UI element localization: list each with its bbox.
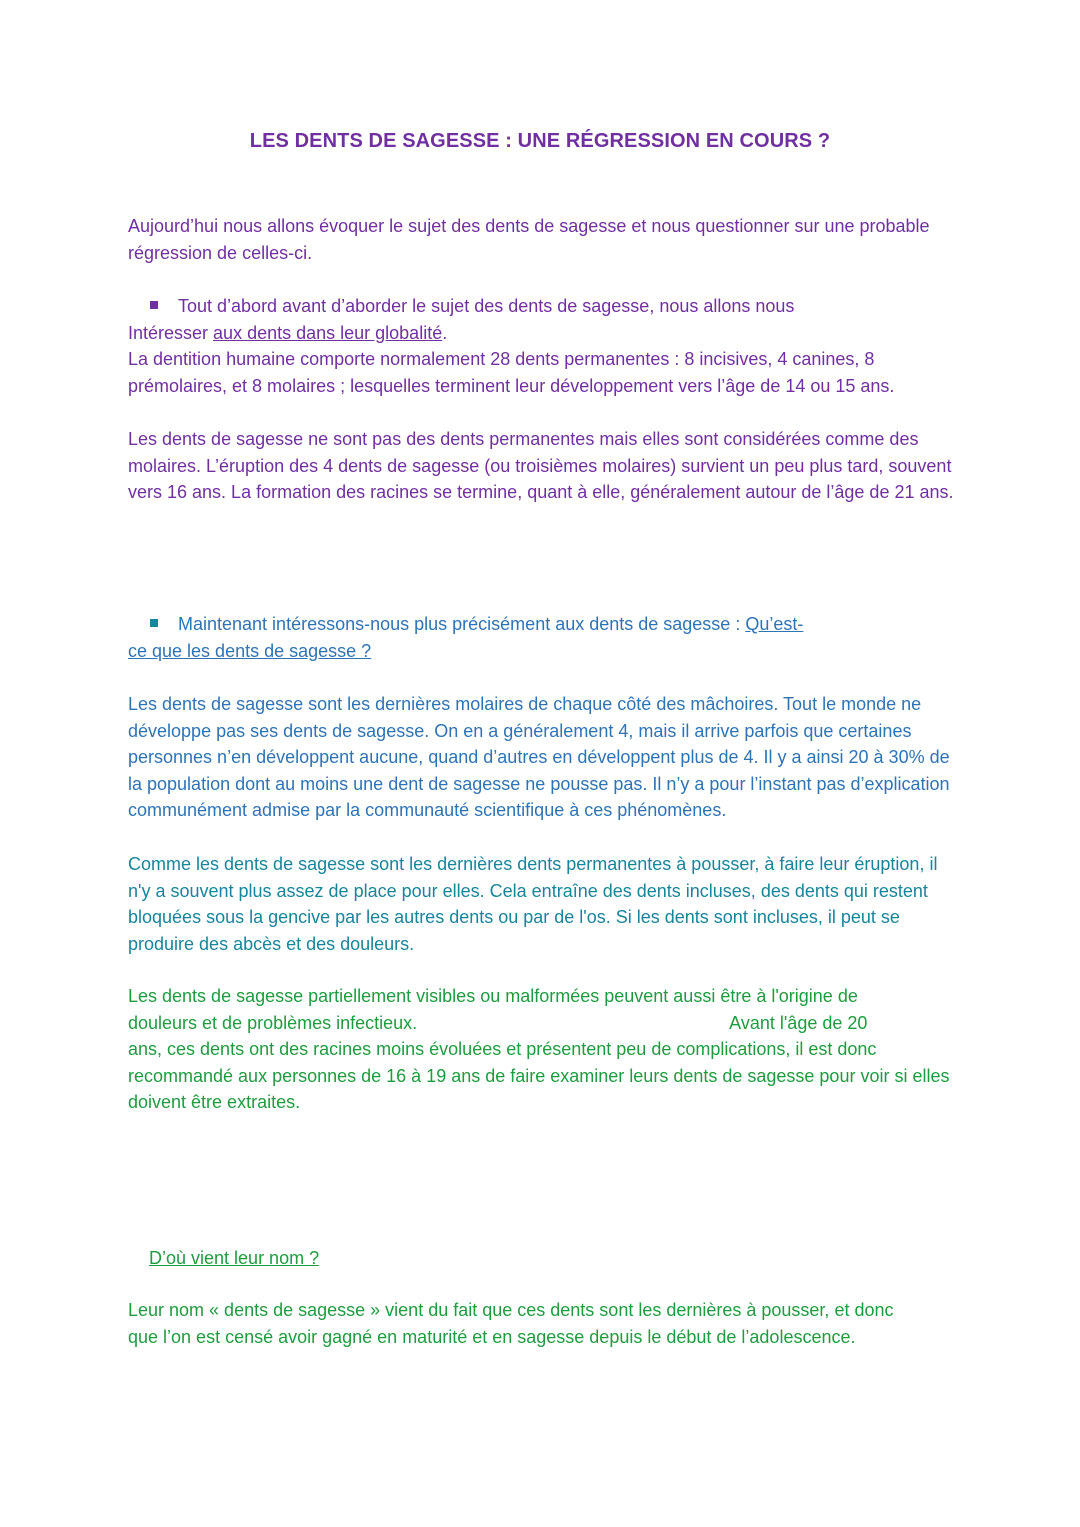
intro-paragraph: Aujourd’hui nous allons évoquer le sujet des dents de sagesse et nous questionner sur une probable régression de celles-ci.: [128, 216, 930, 263]
section3-line2a: douleurs et de problèmes infectieux.: [128, 1013, 418, 1033]
section1-line2: [128, 320, 447, 347]
section3-line2b: Avant l'âge de 20: [729, 1013, 868, 1033]
section1-bullet-line: [150, 293, 794, 320]
document-title: LES DENTS DE SAGESSE : UNE RÉGRESSION EN COURS ?: [249, 130, 831, 152]
square-bullet-icon: [150, 619, 158, 627]
quest-ce-link-part1[interactable]: Qu’est-: [745, 614, 804, 634]
sagesse-permanentes-paragraph: Les dents de sagesse ne sont pas des dents permanentes mais elles sont considérées comme des molaires. L’éruption des 4 dents de sagesse (ou troisièmes molaires) survient un peu plus tard, souvent vers 16 ans. La formation des racines se termine, quant à elle, généralement autour de l’âge de 21 ans.: [128, 429, 954, 502]
section3-line2: [128, 1010, 867, 1037]
section2-bullet-text: Maintenant intéressons-nous plus précisément aux dents de sagesse :: [178, 614, 746, 634]
section3-line1: Les dents de sagesse partiellement visibles ou malformées peuvent aussi être à l'origine de: [128, 986, 858, 1006]
dents-incluses-paragraph: Comme les dents de sagesse sont les dernières dents permanentes à pousser, à faire leur éruption, il n'y a souvent plus assez de place pour elles. Cela entraîne des dents incluses, des dents qui restent bloquées sous la gencive par les autres dents ou par de l'os. Si les dents sont incluses, il peut se produire des abcès et des douleurs.: [128, 854, 938, 954]
section3-rest-paragraph: ans, ces dents ont des racines moins évoluées et présentent peu de complications, il est donc recommandé aux personnes de 16 à 19 ans de faire examiner leurs dents de sagesse pour voir si elles doivent être extraites.: [128, 1039, 950, 1112]
section1-line2-prefix: Intéresser: [128, 323, 214, 343]
section1-line2-suffix: .: [442, 323, 448, 343]
square-bullet-icon: [150, 301, 158, 309]
nom-paragraph: Leur nom « dents de sagesse » vient du fait que ces dents sont les dernières à pousser, et donc que l’on est censé avoir gagné en maturité et en sagesse depuis le début de l’adolescence.: [128, 1300, 894, 1347]
quest-ce-link-part2[interactable]: ce que les dents de sagesse ?: [128, 641, 372, 661]
dentition-paragraph: La dentition humaine comporte normalement 28 dents permanentes : 8 incisives, 4 canines, 8 prémolaires, et 8 molaires ; lesquelles terminent leur développement vers l’âge de 14 ou 15 ans.: [128, 349, 895, 396]
section1-bullet-text: Tout d’abord avant d’aborder le sujet des dents de sagesse, nous allons nous: [178, 296, 795, 316]
section2-bullet-line: [150, 611, 803, 638]
dents-globalite-link[interactable]: aux dents dans leur globalité: [213, 323, 443, 343]
section2-line2: [128, 638, 371, 665]
nom-heading-link[interactable]: D’où vient leur nom ?: [149, 1248, 320, 1268]
definition-paragraph: Les dents de sagesse sont les dernières molaires de chaque côté des mâchoires. Tout le monde ne développe pas ses dents de sagesse. On en a généralement 4, mais il arrive parfois que certaines personnes n’en développent aucune, quand d’autres en développent plus de 4. Il y a ainsi 20 à 30% de la population dont au moins une dent de sagesse ne pousse pas. Il n’y a pour l’instant pas d’explication communément admise par la communauté scientifique à ces phénomènes.: [128, 694, 950, 820]
